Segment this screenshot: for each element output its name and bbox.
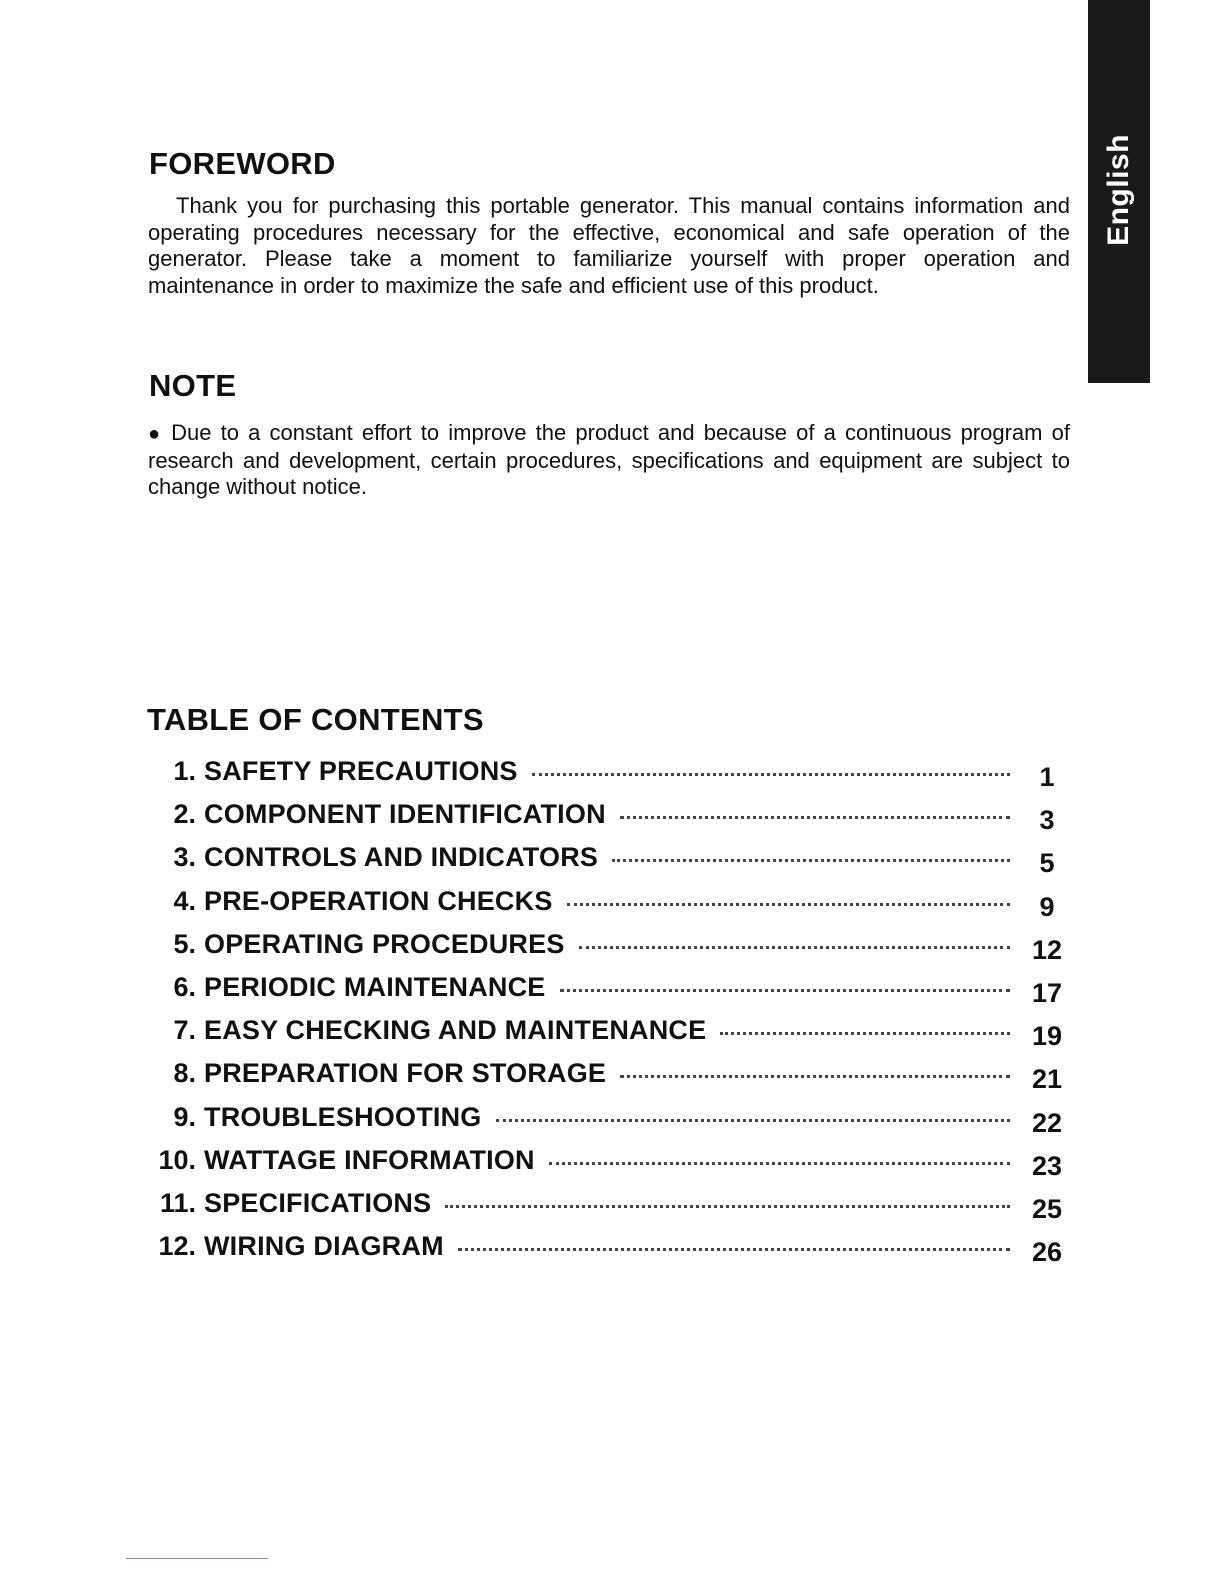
toc-entry-number: 10.	[158, 1144, 196, 1175]
toc-entry-page: 9	[1039, 891, 1055, 922]
toc-entry-page: 21	[1031, 1064, 1063, 1095]
toc-entry-title: SAFETY PRECAUTIONS	[204, 756, 518, 786]
toc-heading: TABLE OF CONTENTS	[147, 702, 484, 737]
dot-leader	[620, 1072, 1010, 1078]
note-heading: NOTE	[149, 368, 237, 403]
dot-leader	[579, 943, 1010, 949]
toc-entry-number: 6.	[173, 971, 196, 1002]
toc-entry-page: 23	[1031, 1150, 1063, 1181]
dot-leader	[567, 900, 1010, 906]
toc-entry-number: 2.	[173, 799, 196, 830]
toc-entry-number: 12.	[158, 1231, 196, 1262]
toc-entry-title: EASY CHECKING AND MAINTENANCE	[204, 1015, 707, 1046]
dot-leader	[620, 813, 1010, 819]
toc-entry-number: 8.	[173, 1058, 196, 1089]
toc-entry-title: CONTROLS AND INDICATORS	[204, 842, 599, 873]
toc-entry-page: 19	[1031, 1021, 1063, 1052]
toc-entry-troubleshooting[interactable]	[140, 1102, 1070, 1145]
toc-entry-page: 5	[1039, 848, 1055, 879]
toc-entry-page: 22	[1031, 1107, 1063, 1138]
toc-entry-safety-precautions[interactable]	[140, 756, 1070, 799]
toc-entry-operating-procedures[interactable]	[140, 929, 1070, 972]
toc-entry-number: 5.	[173, 928, 196, 959]
toc-entry-title: COMPONENT IDENTIFICATION	[204, 799, 606, 830]
toc-entry-number: 4.	[173, 885, 196, 916]
toc-entry-pre-operation-checks[interactable]	[140, 886, 1070, 929]
note-paragraph	[148, 420, 1070, 501]
toc-entry-title: SPECIFICATIONS	[204, 1187, 432, 1218]
dot-leader	[445, 1202, 1010, 1208]
dot-leader	[458, 1245, 1010, 1251]
toc-entry-page: 3	[1039, 805, 1055, 836]
toc-entry-title: OPERATING PROCEDURES	[204, 928, 565, 959]
toc-entry-number: 1.	[173, 756, 196, 786]
toc-entry-number: 7.	[173, 1015, 196, 1046]
dot-leader	[549, 1159, 1010, 1165]
toc-entry-wiring-diagram[interactable]	[140, 1231, 1070, 1274]
dot-leader	[720, 1029, 1010, 1035]
toc-entry-title: PERIODIC MAINTENANCE	[204, 971, 546, 1002]
toc-entry-page: 12	[1031, 934, 1063, 965]
toc-entry-title: PRE-OPERATION CHECKS	[204, 885, 553, 916]
toc-entry-specifications[interactable]	[140, 1188, 1070, 1231]
note-text: Due to a constant effort to improve the product and because of a continuous program of research and development, certain procedures, specifications and equipment are subject to change without notice.	[148, 420, 1070, 499]
toc-entry-title: WIRING DIAGRAM	[204, 1231, 444, 1262]
toc-entry-title: PREPARATION FOR STORAGE	[204, 1058, 607, 1089]
toc-entry-periodic-maintenance[interactable]	[140, 972, 1070, 1015]
toc-entry-page: 26	[1031, 1237, 1063, 1268]
dot-leader	[496, 1116, 1011, 1122]
language-tab-label-box	[1090, 120, 1148, 260]
language-tab-label: English	[1102, 134, 1135, 246]
table-of-contents	[140, 756, 1070, 1274]
toc-entry-number: 9.	[173, 1101, 196, 1132]
bullet-icon: ●	[148, 423, 164, 445]
bottom-rule	[126, 1558, 268, 1559]
toc-entry-number: 3.	[173, 842, 196, 873]
foreword-paragraph: Thank you for purchasing this portable generator. This manual contains information and operating procedures necessary for the effective, economical and safe operation of the generator. Please take a moment to familiarize yourself with proper operation and maintenance in order to maximize the safe and efficient use of this product.	[148, 193, 1070, 298]
toc-entry-page: 17	[1031, 977, 1063, 1008]
toc-entry-page: 1	[1039, 762, 1055, 792]
toc-entry-component-identification[interactable]	[140, 799, 1070, 842]
toc-entry-controls-and-indicators[interactable]	[140, 842, 1070, 885]
toc-entry-page: 25	[1031, 1193, 1063, 1224]
dot-leader	[532, 770, 1010, 776]
dot-leader	[612, 856, 1010, 862]
toc-entry-number: 11.	[159, 1187, 196, 1218]
toc-entry-title: TROUBLESHOOTING	[204, 1101, 482, 1132]
foreword-heading: FOREWORD	[149, 146, 336, 181]
toc-entry-title: WATTAGE INFORMATION	[204, 1144, 535, 1175]
toc-entry-wattage-information[interactable]	[140, 1145, 1070, 1188]
dot-leader	[560, 986, 1010, 992]
toc-entry-easy-checking-and-maintenance[interactable]	[140, 1015, 1070, 1058]
toc-entry-preparation-for-storage[interactable]	[140, 1058, 1070, 1101]
